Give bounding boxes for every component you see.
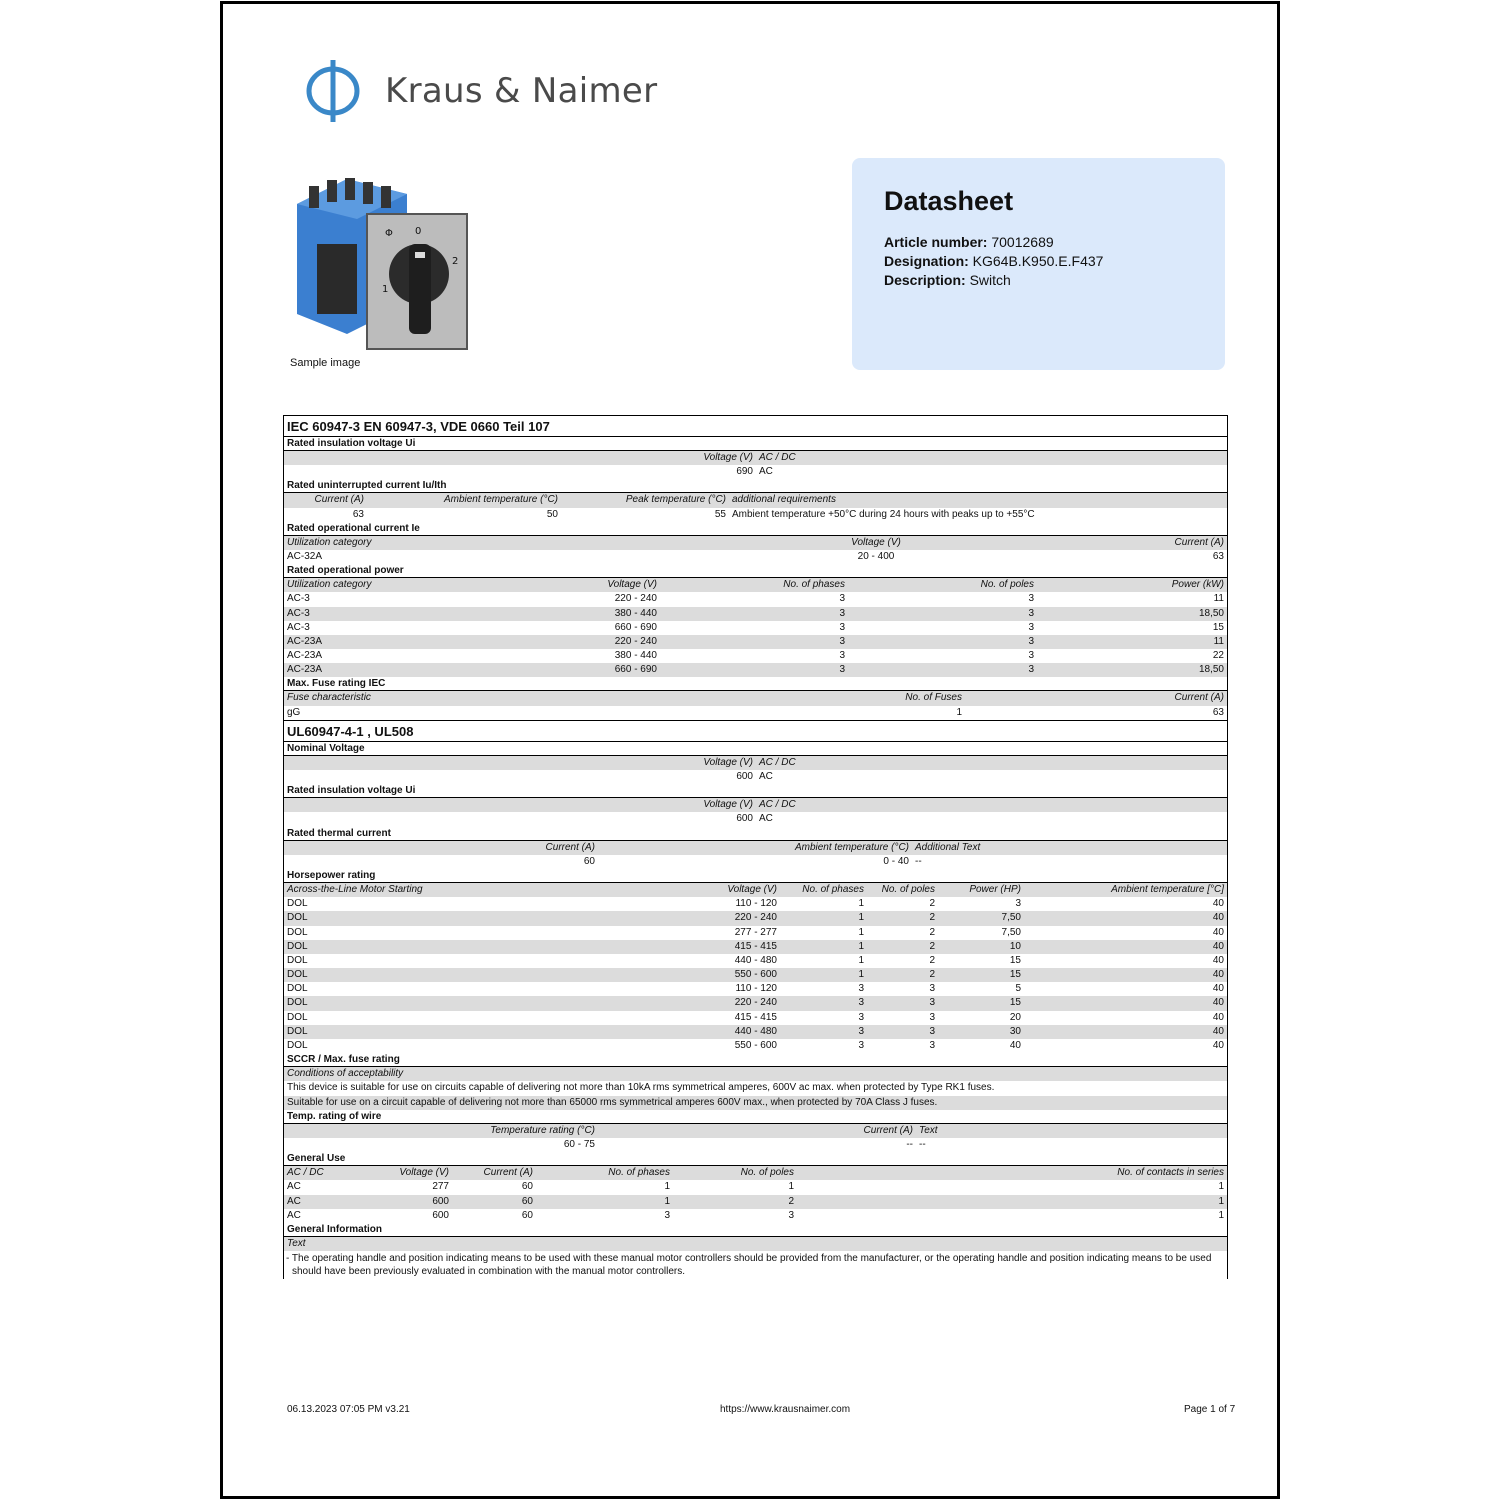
table-cell: 1 bbox=[664, 1181, 670, 1193]
table-cell: DOL bbox=[287, 983, 308, 995]
header-cell: No. of phases bbox=[608, 1167, 670, 1179]
datasheet-title: Datasheet bbox=[884, 186, 1014, 216]
table-cell: 277 bbox=[432, 1181, 449, 1193]
table-row bbox=[284, 592, 1227, 606]
header-cell: Current (A) bbox=[1174, 692, 1224, 704]
header-cell: Temperature rating (°C) bbox=[490, 1124, 595, 1136]
header-cell: Peak temperature (°C) bbox=[625, 494, 726, 506]
table-header-row bbox=[284, 841, 1227, 855]
header-cell: Across-the-Line Motor Starting bbox=[287, 883, 423, 895]
table-cell: 440 - 480 bbox=[734, 1025, 777, 1037]
table-row bbox=[284, 1011, 1227, 1025]
table-header-row bbox=[284, 578, 1227, 592]
table-cell: 3 bbox=[839, 607, 845, 619]
header-cell: Voltage (V) bbox=[703, 452, 753, 463]
table-cell: Suitable for use on a circuit capable of delivering not more than 65000 rms symmetrical amperes 600V max., when protected by 70A Class J fuses. bbox=[287, 1096, 938, 1108]
table-row bbox=[284, 635, 1227, 649]
table-cell: 110 - 120 bbox=[735, 983, 777, 995]
header-cell: Ambient temperature (°C) bbox=[794, 841, 909, 853]
table-cell: 380 - 440 bbox=[614, 607, 657, 619]
table-cell: 60 - 75 bbox=[563, 1138, 595, 1150]
description-row bbox=[884, 271, 1193, 290]
spec-table bbox=[283, 415, 1228, 1279]
table-cell: 3 bbox=[929, 1011, 935, 1023]
table-cell: 40 bbox=[1009, 1040, 1021, 1051]
svg-text:1: 1 bbox=[382, 284, 389, 295]
iec-operational-current-heading: Rated operational current Ie bbox=[284, 522, 1227, 536]
table-cell: 3 bbox=[929, 983, 935, 995]
table-cell: AC bbox=[287, 1209, 301, 1221]
table-cell: 2 bbox=[788, 1195, 794, 1207]
table-cell: 5 bbox=[1015, 983, 1021, 995]
table-cell: 1 bbox=[858, 912, 864, 924]
table-cell: AC bbox=[287, 1195, 301, 1207]
header-cell: AC / DC bbox=[287, 1167, 324, 1179]
table-cell: 20 bbox=[1009, 1011, 1021, 1023]
table-cell: 3 bbox=[929, 1025, 935, 1037]
table-cell: AC bbox=[759, 771, 773, 782]
header-cell: AC / DC bbox=[759, 452, 796, 463]
header-cell: No. of poles bbox=[740, 1167, 794, 1179]
table-cell: 40 bbox=[1212, 983, 1224, 995]
table-header-row bbox=[284, 1166, 1227, 1180]
table-cell: 40 bbox=[1212, 997, 1224, 1009]
table-cell: DOL bbox=[287, 1011, 308, 1023]
header-cell: Fuse characteristic bbox=[287, 692, 371, 704]
table-cell: 3 bbox=[1028, 607, 1034, 619]
datasheet-page bbox=[220, 1, 1280, 1499]
table-cell: 40 bbox=[1212, 1025, 1224, 1037]
table-cell: 277 - 277 bbox=[734, 926, 777, 938]
table-cell: 1 bbox=[858, 926, 864, 938]
table-row bbox=[284, 706, 1227, 720]
table-cell: 0 - 40 bbox=[883, 855, 909, 867]
table-cell: AC bbox=[759, 466, 773, 478]
table-cell: 40 bbox=[1212, 912, 1224, 924]
header-cell: No. of poles bbox=[980, 579, 1034, 591]
table-cell: 600 bbox=[432, 1195, 449, 1207]
header-cell: Text bbox=[919, 1124, 938, 1136]
table-cell: DOL bbox=[287, 898, 308, 910]
product-image bbox=[287, 174, 477, 354]
table-cell: 3 bbox=[839, 664, 845, 676]
table-row bbox=[284, 855, 1227, 869]
table-row bbox=[284, 621, 1227, 635]
brand-name: Kraus & Naimer bbox=[385, 71, 658, 111]
header-cell: Current (A) bbox=[483, 1167, 533, 1179]
table-row bbox=[284, 1039, 1227, 1053]
table-row bbox=[284, 1180, 1227, 1194]
svg-text:2: 2 bbox=[452, 256, 459, 267]
table-cell: 110 - 120 bbox=[735, 898, 777, 910]
table-cell: 1 bbox=[858, 969, 864, 981]
table-cell: 3 bbox=[1028, 650, 1034, 662]
table-row bbox=[284, 1025, 1227, 1039]
table-cell: 40 bbox=[1212, 926, 1224, 938]
header-cell: Power (kW) bbox=[1171, 579, 1224, 591]
table-cell: 220 - 240 bbox=[614, 635, 657, 647]
header-cell: No. of phases bbox=[802, 883, 864, 895]
table-cell: 22 bbox=[1212, 650, 1224, 662]
ul-sccr-heading: SCCR / Max. fuse rating bbox=[284, 1053, 1227, 1067]
table-cell: 15 bbox=[1009, 969, 1021, 981]
header-cell: No. of poles bbox=[881, 883, 935, 895]
ul-horsepower-heading: Horsepower rating bbox=[284, 869, 1227, 883]
table-cell: 550 - 600 bbox=[734, 1040, 777, 1051]
table-header-row bbox=[284, 451, 1227, 465]
table-cell: 3 bbox=[1028, 621, 1034, 633]
table-cell: 50 bbox=[546, 508, 558, 520]
table-cell: 40 bbox=[1212, 940, 1224, 952]
header-cell: No. of contacts in series bbox=[1117, 1167, 1224, 1179]
header-cell: Utilization category bbox=[287, 536, 372, 548]
table-cell: 55 bbox=[714, 508, 726, 520]
header-cell: Current (A) bbox=[863, 1124, 913, 1136]
table-cell: 2 bbox=[929, 969, 935, 981]
table-cell: 40 bbox=[1212, 1011, 1224, 1023]
table-cell: 3 bbox=[1028, 664, 1034, 676]
table-row bbox=[284, 940, 1227, 954]
table-row bbox=[284, 926, 1227, 940]
ul-general-info-heading: General Information bbox=[284, 1223, 1227, 1237]
header-cell: Current (A) bbox=[314, 494, 364, 506]
table-cell: 11 bbox=[1213, 635, 1224, 647]
table-cell: 3 bbox=[858, 1025, 864, 1037]
header-cell: Voltage (V) bbox=[703, 799, 753, 811]
table-header-row bbox=[284, 1067, 1227, 1081]
table-cell: 2 bbox=[929, 898, 935, 910]
table-cell: 60 bbox=[521, 1181, 533, 1193]
table-cell: 380 - 440 bbox=[614, 650, 657, 662]
header-cell: Text bbox=[287, 1237, 306, 1249]
table-cell: AC bbox=[759, 813, 773, 825]
table-cell: 7,50 bbox=[1001, 926, 1021, 938]
table-row bbox=[284, 954, 1227, 968]
table-cell: 60 bbox=[521, 1195, 533, 1207]
iec-insulation-heading: Rated insulation voltage Ui bbox=[284, 437, 1227, 451]
table-row bbox=[284, 1209, 1227, 1223]
table-cell: AC-23A bbox=[287, 635, 323, 647]
header-cell: No. of Fuses bbox=[905, 692, 962, 704]
table-cell: 2 bbox=[929, 926, 935, 938]
iec-operational-power-heading: Rated operational power bbox=[284, 564, 1227, 578]
table-cell: AC bbox=[287, 1181, 301, 1193]
table-cell: 1 bbox=[858, 898, 864, 910]
table-cell: -- bbox=[919, 1138, 926, 1150]
header-cell: Voltage (V) bbox=[399, 1167, 449, 1179]
table-cell: DOL bbox=[287, 969, 308, 981]
table-row bbox=[284, 649, 1227, 663]
table-cell: 1 bbox=[1218, 1209, 1224, 1221]
table-cell: Ambient temperature +50°C during 24 hours with peaks up to +55°C bbox=[732, 508, 1035, 520]
header-cell: No. of phases bbox=[783, 579, 845, 591]
table-cell: DOL bbox=[287, 1040, 308, 1051]
general-info-text: - The operating handle and position indicating means to be used with these manual motor controllers should be provided from the manufacturer, or the operating handle and position indicating means to be used should have been previously evaluated in combination with the manual motor controllers. bbox=[286, 1253, 1212, 1278]
table-cell: 600 bbox=[736, 771, 753, 782]
sample-image-caption: Sample image bbox=[290, 357, 361, 369]
footer-page-number: Page 1 of 7 bbox=[1184, 1404, 1236, 1415]
table-row bbox=[284, 996, 1227, 1010]
table-cell: 415 - 415 bbox=[734, 940, 777, 952]
article-number-row bbox=[884, 233, 1193, 252]
description-label: Description: bbox=[884, 272, 966, 288]
table-cell: DOL bbox=[287, 954, 308, 966]
article-number-value: 70012689 bbox=[991, 234, 1054, 250]
table-cell: AC-32A bbox=[287, 550, 323, 562]
phi-logo-icon bbox=[305, 58, 365, 124]
header-cell: Current (A) bbox=[545, 841, 595, 853]
table-row bbox=[284, 812, 1227, 826]
table-cell: 1 bbox=[858, 940, 864, 952]
brand-logo bbox=[305, 58, 657, 124]
iec-section-title: IEC 60947-3 EN 60947-3, VDE 0660 Teil 107 bbox=[284, 416, 1227, 437]
table-cell: 3 bbox=[788, 1209, 794, 1221]
header-cell: additional requirements bbox=[732, 494, 836, 506]
table-cell: 415 - 415 bbox=[734, 1011, 777, 1023]
table-row bbox=[284, 982, 1227, 996]
table-cell: 18,50 bbox=[1198, 607, 1224, 619]
table-cell: 60 bbox=[521, 1209, 533, 1221]
table-header-row bbox=[284, 1237, 1227, 1251]
table-row bbox=[284, 968, 1227, 982]
header-cell: Ambient temperature [°C] bbox=[1111, 883, 1224, 895]
table-cell: 3 bbox=[858, 1040, 864, 1051]
table-cell: 10 bbox=[1009, 940, 1021, 952]
table-cell: 3 bbox=[1028, 635, 1034, 647]
table-cell: DOL bbox=[287, 926, 308, 938]
table-cell: 3 bbox=[664, 1209, 670, 1221]
table-row bbox=[284, 1081, 1227, 1095]
header-cell: AC / DC bbox=[759, 799, 796, 811]
table-cell: 3 bbox=[839, 650, 845, 662]
table-row bbox=[284, 1138, 1227, 1152]
table-cell: 3 bbox=[839, 621, 845, 633]
table-row bbox=[284, 897, 1227, 911]
table-cell: 600 bbox=[736, 813, 753, 825]
table-cell: 63 bbox=[1212, 706, 1224, 718]
designation-row bbox=[884, 252, 1193, 271]
table-cell: 220 - 240 bbox=[734, 912, 777, 924]
table-cell: 220 - 240 bbox=[614, 593, 657, 605]
table-cell: 660 - 690 bbox=[614, 621, 657, 633]
table-cell: DOL bbox=[287, 940, 308, 952]
iec-fuse-heading: Max. Fuse rating IEC bbox=[284, 677, 1227, 691]
description-value: Switch bbox=[969, 272, 1011, 288]
table-cell: 2 bbox=[929, 954, 935, 966]
table-cell: 7,50 bbox=[1001, 912, 1021, 924]
table-cell: 11 bbox=[1213, 593, 1224, 605]
header-cell: Voltage (V) bbox=[851, 536, 901, 548]
table-row bbox=[284, 1195, 1227, 1209]
table-cell: 40 bbox=[1212, 954, 1224, 966]
table-cell: 3 bbox=[858, 983, 864, 995]
article-number-label: Article number: bbox=[884, 234, 988, 250]
table-cell: 2 bbox=[929, 940, 935, 952]
table-cell: 220 - 240 bbox=[734, 997, 777, 1009]
table-cell: 3 bbox=[1028, 593, 1034, 605]
designation-value: KG64B.K950.E.F437 bbox=[972, 253, 1104, 269]
table-cell: 18,50 bbox=[1198, 664, 1224, 676]
ul-section-title: UL60947-4-1 , UL508 bbox=[284, 720, 1227, 742]
header-cell: Voltage (V) bbox=[703, 756, 753, 768]
table-cell: 550 - 600 bbox=[734, 969, 777, 981]
header-cell: Power (HP) bbox=[969, 883, 1021, 895]
table-cell: DOL bbox=[287, 1025, 308, 1037]
table-cell: 3 bbox=[839, 593, 845, 605]
table-cell: 15 bbox=[1009, 997, 1021, 1009]
ul-thermal-heading: Rated thermal current bbox=[284, 827, 1227, 841]
table-row bbox=[284, 607, 1227, 621]
table-cell: gG bbox=[287, 706, 301, 718]
ul-insulation-heading: Rated insulation voltage Ui bbox=[284, 784, 1227, 798]
table-row bbox=[284, 508, 1227, 522]
table-cell: 15 bbox=[1009, 954, 1021, 966]
table-row bbox=[284, 550, 1227, 564]
table-cell: AC-3 bbox=[287, 621, 310, 633]
table-cell: 660 - 690 bbox=[614, 664, 657, 676]
table-header-row bbox=[284, 536, 1227, 550]
table-cell: AC-3 bbox=[287, 607, 310, 619]
ul-wire-heading: Temp. rating of wire bbox=[284, 1110, 1227, 1124]
table-header-row bbox=[284, 798, 1227, 812]
header-cell: Ambient temperature (°C) bbox=[443, 494, 558, 506]
table-cell: This device is suitable for use on circuits capable of delivering not more than 10kA rms symmetrical amperes, 600V ac max. when protected by Type RK1 fuses. bbox=[287, 1082, 995, 1094]
table-cell: 20 - 400 bbox=[857, 550, 895, 562]
table-header-row bbox=[284, 493, 1227, 507]
table-cell: 3 bbox=[929, 1040, 935, 1051]
table-cell: AC-3 bbox=[287, 593, 310, 605]
designation-label: Designation: bbox=[884, 253, 969, 269]
table-cell: DOL bbox=[287, 912, 308, 924]
table-cell: 60 bbox=[583, 855, 595, 867]
table-row bbox=[284, 663, 1227, 677]
table-cell: 440 - 480 bbox=[734, 954, 777, 966]
svg-text:0: 0 bbox=[415, 226, 422, 237]
table-cell: 3 bbox=[858, 997, 864, 1009]
table-row bbox=[284, 911, 1227, 925]
table-cell: 1 bbox=[1218, 1181, 1224, 1193]
table-cell: 1 bbox=[858, 954, 864, 966]
table-cell: 600 bbox=[432, 1209, 449, 1221]
table-header-row bbox=[284, 756, 1227, 770]
table-cell: 3 bbox=[839, 635, 845, 647]
table-cell: DOL bbox=[287, 997, 308, 1009]
table-cell: 1 bbox=[788, 1181, 794, 1193]
table-cell: 40 bbox=[1212, 969, 1224, 981]
footer-date: 06.13.2023 07:05 PM v3.21 bbox=[287, 1404, 410, 1415]
svg-text:Φ: Φ bbox=[385, 228, 393, 239]
iec-uninterrupted-heading: Rated uninterrupted current Iu/Ith bbox=[284, 479, 1227, 493]
table-header-row bbox=[284, 883, 1227, 897]
table-cell: -- bbox=[906, 1138, 913, 1150]
header-cell: Current (A) bbox=[1174, 536, 1224, 548]
header-cell: AC / DC bbox=[759, 756, 796, 768]
table-cell: 3 bbox=[929, 997, 935, 1009]
table-cell: 40 bbox=[1212, 898, 1224, 910]
table-cell: AC-23A bbox=[287, 664, 323, 676]
table-cell: 40 bbox=[1212, 1040, 1224, 1051]
table-row bbox=[284, 770, 1227, 784]
ul-nominal-heading: Nominal Voltage bbox=[284, 742, 1227, 756]
table-cell: 15 bbox=[1212, 621, 1224, 633]
table-header-row bbox=[284, 691, 1227, 705]
table-row bbox=[284, 465, 1227, 479]
table-header-row bbox=[284, 1124, 1227, 1138]
table-cell: 30 bbox=[1009, 1025, 1021, 1037]
table-cell: 63 bbox=[1212, 550, 1224, 562]
table-cell: 1 bbox=[664, 1195, 670, 1207]
table-cell: 1 bbox=[956, 706, 962, 718]
header-cell: Voltage (V) bbox=[607, 579, 657, 591]
table-cell: 1 bbox=[1218, 1195, 1224, 1207]
table-cell: 3 bbox=[858, 1011, 864, 1023]
table-cell: 690 bbox=[736, 466, 753, 478]
table-cell: 2 bbox=[929, 912, 935, 924]
table-cell: 3 bbox=[1015, 898, 1021, 910]
ul-general-use-heading: General Use bbox=[284, 1152, 1227, 1166]
datasheet-info-box bbox=[852, 158, 1225, 370]
header-cell: Utilization category bbox=[287, 579, 372, 591]
header-cell: Conditions of acceptability bbox=[287, 1068, 404, 1080]
header-cell: Additional Text bbox=[915, 841, 981, 853]
table-cell: -- bbox=[915, 855, 922, 867]
footer-url-link[interactable]: https://www.krausnaimer.com bbox=[720, 1404, 851, 1415]
table-row bbox=[284, 1096, 1227, 1110]
table-cell: 63 bbox=[352, 508, 364, 520]
header-cell: Voltage (V) bbox=[727, 883, 777, 895]
table-cell: AC-23A bbox=[287, 650, 323, 662]
